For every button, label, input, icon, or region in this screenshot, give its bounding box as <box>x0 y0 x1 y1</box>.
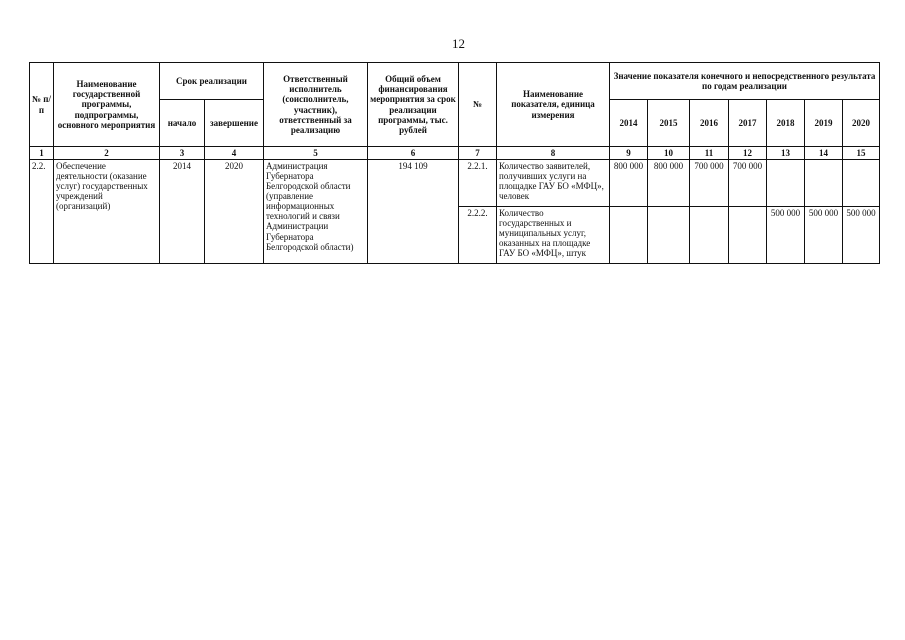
row-program-name: Обеспечение деятельности (оказание услуг) государственных учреждений (организаций) <box>54 160 160 264</box>
column-number: 2 <box>54 147 160 160</box>
column-number: 12 <box>729 147 767 160</box>
column-number: 15 <box>843 147 880 160</box>
header-start: начало <box>160 100 205 147</box>
page-number: 12 <box>452 36 465 51</box>
header-year: 2014 <box>610 100 648 147</box>
header-period: Срок реализации <box>160 63 264 100</box>
indicator-value <box>610 207 648 264</box>
indicator-value: 800 000 <box>648 160 690 207</box>
header-year: 2020 <box>843 100 880 147</box>
indicators-table <box>29 62 880 264</box>
header-indicator-num: № <box>459 63 497 147</box>
header-indicator-name: Наименование показателя, единица измерения <box>497 63 610 147</box>
indicator-value <box>729 207 767 264</box>
column-number: 5 <box>264 147 368 160</box>
row-start: 2014 <box>160 160 205 264</box>
indicator-value <box>648 207 690 264</box>
indicator-name: Количество государственных и муниципальных услуг, оказанных на площадке ГАУ БО «МФЦ», штук <box>497 207 610 264</box>
indicator-value <box>843 160 880 207</box>
header-end: завершение <box>205 100 264 147</box>
column-number: 4 <box>205 147 264 160</box>
header-year: 2016 <box>690 100 729 147</box>
indicator-value <box>805 160 843 207</box>
indicator-num: 2.2.1. <box>459 160 497 207</box>
indicator-value: 500 000 <box>843 207 880 264</box>
indicator-value: 500 000 <box>805 207 843 264</box>
indicator-value: 700 000 <box>690 160 729 207</box>
header-row <box>30 63 880 100</box>
indicator-name: Количество заявителей, получивших услуги на площадке ГАУ БО «МФЦ», человек <box>497 160 610 207</box>
column-number: 8 <box>497 147 610 160</box>
column-number: 13 <box>767 147 805 160</box>
row-end: 2020 <box>205 160 264 264</box>
column-number: 10 <box>648 147 690 160</box>
header-num: № п/п <box>30 63 54 147</box>
column-number: 6 <box>368 147 459 160</box>
header-executor: Ответственный исполнитель (соисполнитель, участник), ответственный за реализацию <box>264 63 368 147</box>
table-row <box>30 160 880 207</box>
column-number-row <box>30 147 880 160</box>
row-executor: Администрация Губернатора Белгородской области (управление информационных технологий и связи Администрации Губернатора Белгородской области) <box>264 160 368 264</box>
column-number: 7 <box>459 147 497 160</box>
indicator-value: 500 000 <box>767 207 805 264</box>
column-number: 3 <box>160 147 205 160</box>
indicator-value: 800 000 <box>610 160 648 207</box>
column-number: 1 <box>30 147 54 160</box>
indicator-value <box>767 160 805 207</box>
indicator-value: 700 000 <box>729 160 767 207</box>
header-year: 2019 <box>805 100 843 147</box>
column-number: 9 <box>610 147 648 160</box>
header-year: 2015 <box>648 100 690 147</box>
row-funding: 194 109 <box>368 160 459 264</box>
header-funding: Общий объем финансирования мероприятия за срок реализации программы, тыс. рублей <box>368 63 459 147</box>
header-program-name: Наименование государственной программы, подпрограммы, основного мероприятия <box>54 63 160 147</box>
column-number: 14 <box>805 147 843 160</box>
row-num: 2.2. <box>30 160 54 264</box>
column-number: 11 <box>690 147 729 160</box>
header-year: 2017 <box>729 100 767 147</box>
indicator-value <box>690 207 729 264</box>
header-year: 2018 <box>767 100 805 147</box>
header-values-title: Значение показателя конечного и непосредственного результата по годам реализации <box>610 63 880 100</box>
indicator-num: 2.2.2. <box>459 207 497 264</box>
